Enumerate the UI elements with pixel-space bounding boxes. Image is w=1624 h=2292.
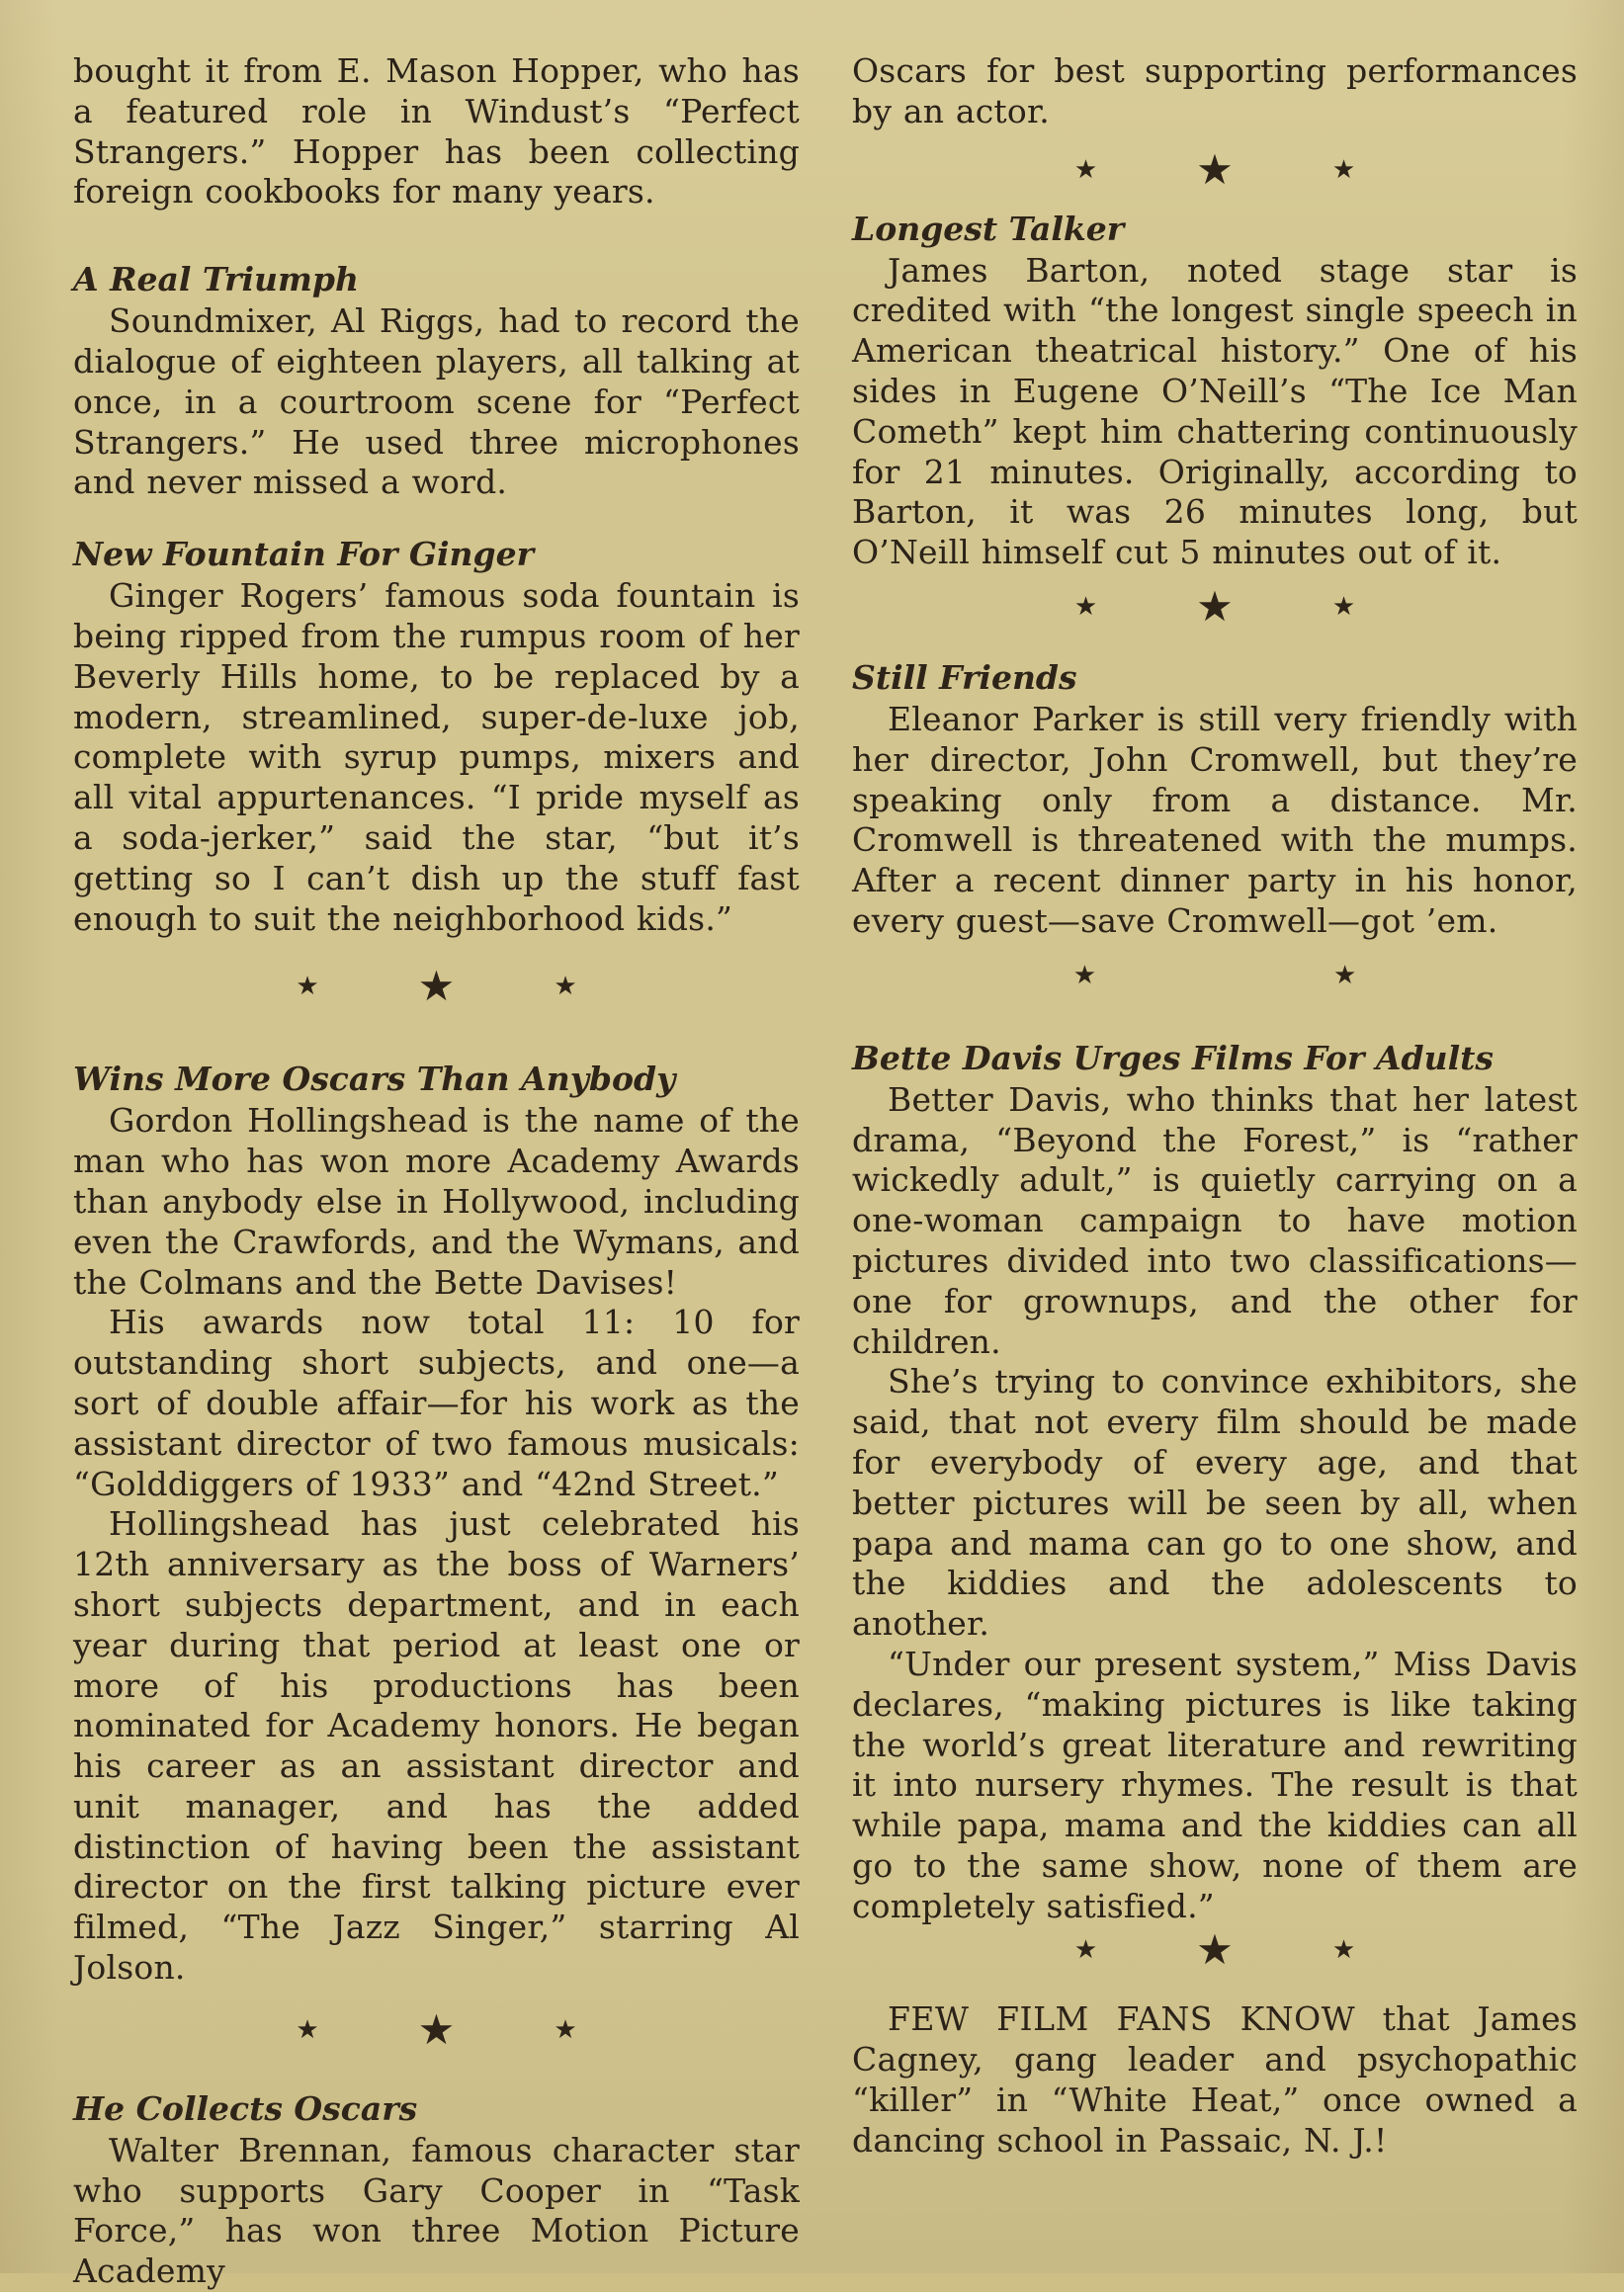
triumph-paragraph: Soundmixer, Al Riggs, had to record the dialogue of eighteen players, all talking at once, in a courtroom scene for “Perfect Strangers.” He used three microphones and never missed a word. [73, 301, 800, 502]
oscars-paragraph-2: His awards now total 11: 10 for outstanding short subjects, and one—a sort of double affair—for his work as the assistant director of two famous musicals: “Golddiggers of 1933” and “42nd Street.” [73, 1303, 800, 1503]
heading-wins-more-oscars: Wins More Oscars Than Anybody [73, 1060, 676, 1099]
few-film-fans-text: that James Cagney, gang leader and psychopathic “killer” in “White Heat,” once owned a dancing school in Passaic, N. J.! [852, 1999, 1578, 2160]
few-film-fans-lead: FEW FILM FANS KNOW [888, 1999, 1356, 2039]
star-separator [852, 581, 1578, 631]
small-star-icon: ★ [1331, 154, 1356, 185]
small-star-icon: ★ [1073, 591, 1098, 622]
oscars-paragraph-1: Gordon Hollingshead is the name of the man who has won more Academy Awards than anybody else in Hollywood, including even the Crawfords, and the Wymans, and the Colmans and the Bette Davises! [73, 1101, 800, 1302]
small-star-icon: ★ [1333, 960, 1357, 990]
heading-longest-talker: Longest Talker [852, 209, 1125, 248]
large-star-icon: ★ [417, 2004, 456, 2054]
small-star-icon: ★ [1073, 1935, 1098, 1966]
star-separator [73, 962, 800, 1011]
oscars-paragraph-3: Hollingshead has just celebrated his 12th anniversary as the boss of Warners’ short subjects department, and in each year during that period at least one or more of his productions has been nominated for Academy honors. He began his career as an assistant director and unit manager, and has the added distinction of having been the assistant director on the first talking picture ever filmed, “The Jazz Singer,” starring Al Jolson. [73, 1504, 800, 1988]
heading-he-collects-oscars: He Collects Oscars [73, 2088, 418, 2128]
small-star-icon: ★ [554, 2014, 577, 2045]
star-separator [852, 956, 1578, 995]
right-intro-paragraph: Oscars for best supporting performances by an actor. [852, 51, 1578, 130]
friends-paragraph: Eleanor Parker is still very friendly with her director, John Cromwell, but they’re speaking only from a distance. Mr. Cromwell is threatened with the mumps. After a recent dinner party in his honor, every guest—save Cromwell—got ’em. [852, 699, 1578, 940]
star-separator [852, 144, 1578, 194]
star-separator [73, 2004, 800, 2054]
heading-bette-davis: Bette Davis Urges Films For Adults [852, 1038, 1494, 1077]
few-film-fans-paragraph [852, 1999, 1578, 2161]
large-star-icon: ★ [1196, 1925, 1234, 1975]
heading-still-friends: Still Friends [852, 657, 1077, 697]
talker-paragraph: James Barton, noted stage star is credited with “the longest single speech in American theatrical history.” One of his sides in Eugene O’Neill’s “The Ice Man Cometh” kept him chattering continuously for 21 minutes. Originally, according to Barton, it was 26 minutes long, but O’Neill himself cut 5 minutes out of it. [852, 250, 1578, 572]
collects-paragraph: Walter Brennan, famous character star who supports Gary Cooper in “Task Force,” has won three Motion Picture Academy [73, 2130, 800, 2291]
large-star-icon: ★ [417, 962, 456, 1011]
small-star-icon: ★ [296, 972, 319, 1002]
small-star-icon: ★ [1073, 154, 1098, 185]
bette-paragraph-1: Better Davis, who thinks that her latest drama, “Beyond the Forest,” is “rather wickedly adult,” is quietly carrying on a one-woman campaign to have motion pictures divided into two classifications—one for grownups, and the other for children. [852, 1079, 1578, 1361]
right-column [852, 51, 1578, 2162]
fountain-paragraph: Ginger Rogers’ famous soda fountain is being ripped from the rumpus room of her Beverly Hills home, to be replaced by a modern, streamlined, super-de-luxe job, complete with syrup pumps, mixers and all vital appurtenances. “I pride myself as a soda-jerker,” said the star, “but it’s getting so I can’t dish up the stuff fast enough to suit the neighborhood kids.” [73, 576, 800, 938]
large-star-icon: ★ [1196, 144, 1234, 194]
bette-paragraph-3: “Under our present system,” Miss Davis declares, “making pictures is like taking the world’s great literature and rewriting it into nursery rhymes. The result is that while papa, mama and the kiddies can all go to the same show, none of them are completely satisfied.” [852, 1644, 1578, 1925]
star-separator [852, 1925, 1578, 1975]
small-star-icon: ★ [296, 2014, 319, 2045]
heading-a-real-triumph: A Real Triumph [73, 260, 359, 299]
large-star-icon: ★ [1196, 581, 1234, 631]
small-star-icon: ★ [1331, 1935, 1356, 1966]
small-star-icon: ★ [554, 972, 577, 1002]
heading-new-fountain: New Fountain For Ginger [73, 535, 534, 574]
left-intro-paragraph: bought it from E. Mason Hopper, who has a featured role in Windust’s “Perfect Strangers.” Hopper has been collecting foreign cookbooks for many years. [73, 51, 800, 212]
bette-paragraph-2: She’s trying to convince exhibitors, she said, that not every film should be made for everybody of every age, and that better pictures will be seen by all, when papa and mama can go to one show, and the kiddies and the adolescents to another. [852, 1362, 1578, 1644]
small-star-icon: ★ [1072, 960, 1096, 990]
small-star-icon: ★ [1331, 591, 1356, 622]
left-column [73, 51, 800, 2292]
